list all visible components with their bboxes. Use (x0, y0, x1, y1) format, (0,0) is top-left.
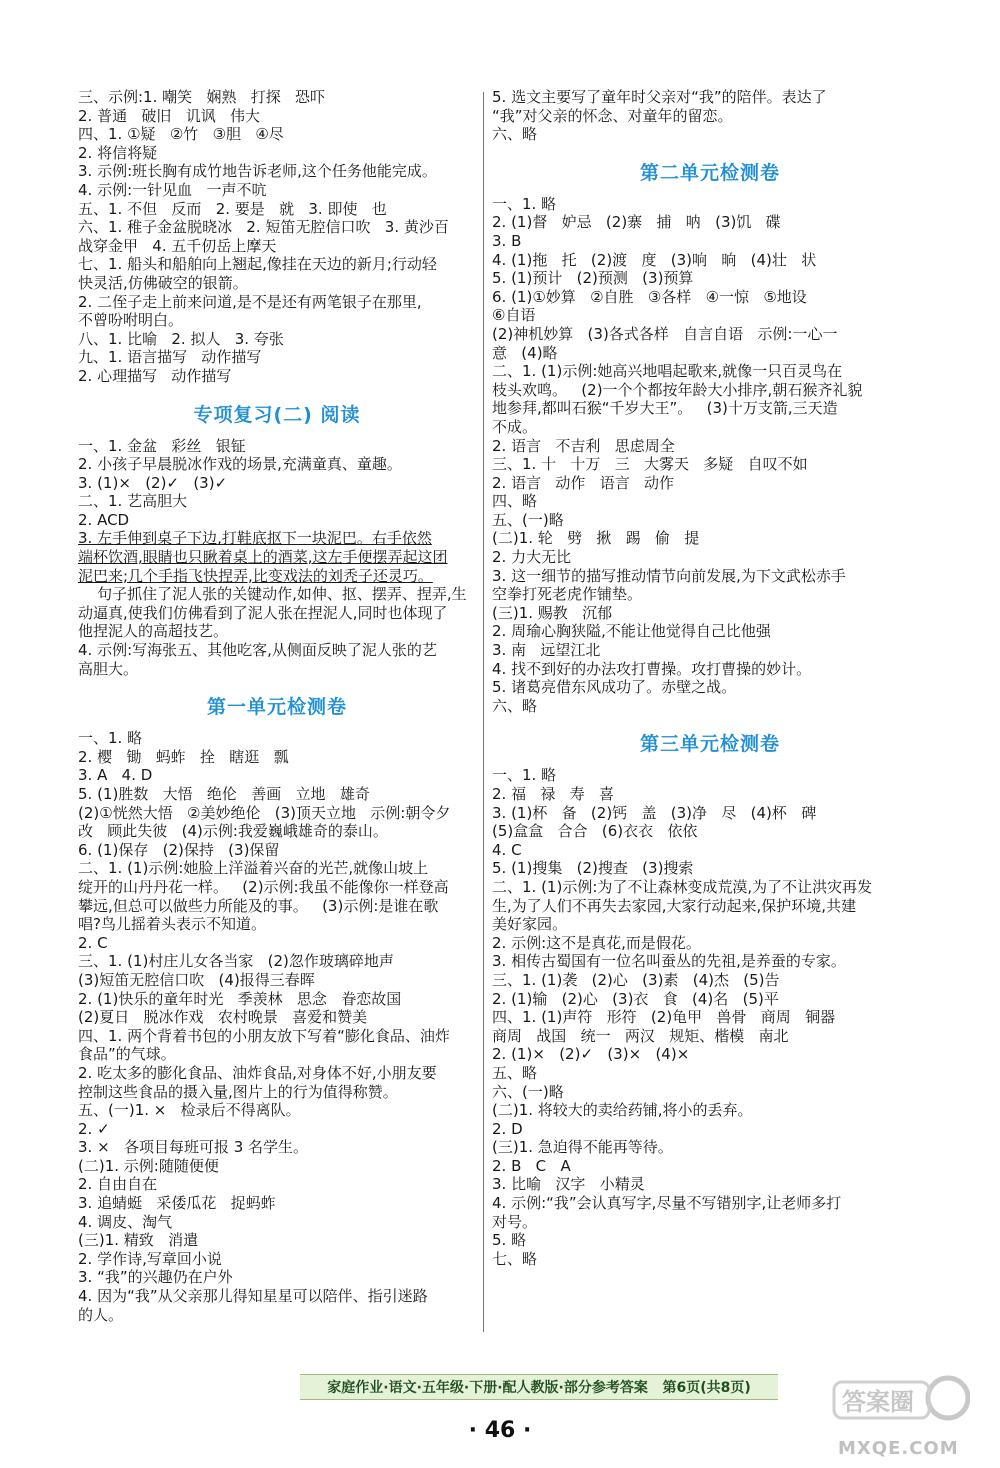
answer-line: 2. B C A (492, 1156, 571, 1175)
answer-line: 2. (1)× (2)✓ (3)× (4)× (492, 1045, 690, 1064)
answer-line: (2)神机妙算 (3)各式各样 自言自语 示例:一心一 (492, 324, 838, 343)
answer-line: 二、1. 艺高胆大 (78, 492, 188, 511)
answer-line: 端杯饮酒,眼睛也只瞅着桌上的酒菜,这左手便摆弄起这团 (78, 548, 448, 567)
answer-line: (三)1. 赐教 沉郁 (492, 603, 613, 622)
answer-line: 二、1. (1)示例:为了不让森林变成荒漠,为了不让洪灾再发 (492, 877, 873, 896)
answer-line: 5. (1)预计 (2)预测 (3)预算 (492, 269, 694, 288)
answer-line: 2. 语言 不吉利 思虑周全 (492, 436, 675, 455)
answer-line: 2. 将信将疑 (78, 143, 158, 162)
answer-line: 3. (1)× (2)✓ (3)✓ (78, 473, 228, 492)
answer-line: 三、1. (1)袭 (2)心 (3)素 (4)杰 (5)告 (492, 970, 780, 989)
answer-line: 九、1. 语言描写 动作描写 (78, 348, 262, 367)
answer-line: 不成。 (492, 417, 538, 436)
answer-line: 改 顾此失彼 (4)示例:我爱巍峨雄奇的泰山。 (78, 822, 388, 841)
section-heading: 第三单元检测卷 (639, 733, 780, 756)
answer-line: 动逼真,使我们仿佛看到了泥人张在捏泥人,同时也体现了 (78, 603, 448, 622)
watermark-url: MXQE.COM (838, 1438, 959, 1459)
section-heading: 第二单元检测卷 (639, 161, 780, 184)
answer-line: 控制这些食品的摄入量,图片上的行为值得称赞。 (78, 1082, 398, 1101)
answer-line: 2. 普通 破旧 讥讽 伟大 (78, 106, 260, 125)
answer-line: 2. C (78, 933, 108, 952)
watermark-logo-text: 答案圈 (842, 1388, 914, 1416)
answer-line: 5. 诸葛亮借东风成功了。赤壁之战。 (492, 678, 737, 697)
answer-line: 3. 追蜻蜓 采倭瓜花 捉蚂蚱 (78, 1194, 276, 1213)
answer-line: 一、1. 金盆 彩丝 银钲 (78, 436, 246, 455)
answer-line: 4. 示例:写海张五、其他吃客,从侧面反映了泥人张的艺 (78, 641, 437, 660)
answer-line: 3. 相传古蜀国有一位名叫蚕丛的先祖,是养蚕的专家。 (492, 952, 846, 971)
answer-line: 2. 小孩子早晨脱冰作戏的场景,充满童真、童趣。 (78, 455, 402, 474)
answer-line: 三、示例:1. 嘲笑 娴熟 打探 恐吓 (78, 88, 326, 106)
answer-line: “我”对父亲的怀念、对童年的留恋。 (492, 106, 733, 125)
answer-line: 5. (1)搜集 (2)搜查 (3)搜索 (492, 859, 694, 878)
answer-line: 四、1. (1)声符 形符 (2)龟甲 兽骨 商周 铜器 (492, 1008, 836, 1027)
answer-line: 6. (1)①妙算 ②自胜 ③各样 ④一惊 ⑤地设 (492, 287, 807, 306)
answer-line: 三、1. (1)村庄儿女各当家 (2)忽作玻璃碎地声 (78, 952, 394, 971)
answer-line: 4. (1)拖 托 (2)渡 度 (3)响 晌 (4)壮 状 (492, 250, 817, 269)
answer-line: 对号。 (492, 1212, 538, 1231)
answer-line: (三)1. 急迫得不能再等待。 (492, 1138, 673, 1157)
answer-line: 泥巴来;几个手指飞快捏弄,比变戏法的刘秃子还灵巧。 (78, 566, 433, 585)
answer-line: 唱?鸟儿摇着头表示不知道。 (78, 915, 266, 934)
answer-line: 二、1. (1)示例:她脸上洋溢着兴奋的光芒,就像山坡上 (78, 859, 429, 878)
column-divider (483, 92, 484, 1332)
answer-line: 攀远,但总可以做些力所能及的事。 (3)示例:是谁在歌 (78, 896, 439, 915)
answer-line: 四、1. ①疑 ②竹 ③胆 ④尽 (78, 125, 284, 144)
answer-line: 地参拜,都叫石猴“千岁大王”。 (3)十万支箭,三天造 (492, 399, 838, 418)
answer-line: 3. 比喻 汉字 小精灵 (492, 1175, 645, 1194)
answer-line: 他捏泥人的高超技艺。 (78, 622, 229, 641)
answer-line: 五、(一)略 (492, 510, 564, 529)
answer-line: 高胆大。 (78, 659, 139, 678)
answer-line: 4. C (492, 840, 522, 859)
answer-line: 五、1. 不但 反而 2. 要是 就 3. 即使 也 (78, 199, 387, 218)
answer-line: 商周 战国 统一 两汉 规矩、楷模 南北 (492, 1026, 789, 1045)
section-heading: 第一单元检测卷 (206, 696, 347, 719)
answer-line: 4. 因为“我”从父亲那儿得知星星可以陪伴、指引迷路 (78, 1287, 428, 1306)
answer-line: 2. ACD (78, 510, 130, 529)
answer-line: 5. 选文主要写了童年时父亲对“我”的陪伴。表达了 (492, 88, 827, 106)
answer-line: 六、(一)略 (492, 1082, 564, 1101)
answer-line: 三、1. 十 十万 三 大雾天 多疑 自叹不如 (492, 455, 808, 474)
answer-line: (二)1. 示例:随随便便 (78, 1156, 219, 1175)
footer-text: 家庭作业·语文·五年级·下册·配人教版·部分参考答案 第6页(共8页) (327, 1380, 751, 1396)
answer-line: 2. D (492, 1119, 523, 1138)
answer-line: 2. 吃太多的膨化食品、油炸食品,对身体不好,小朋友要 (78, 1063, 437, 1082)
answer-line: (2)①恍然大悟 ②美妙绝伦 (3)顶天立地 示例:朝令夕 (78, 803, 451, 822)
section-heading: 专项复习(二) 阅读 (193, 403, 361, 426)
answer-line: 2. 周瑜心胸狭隘,不能让他觉得自己比他强 (492, 622, 771, 641)
answer-line: 六、1. 稚子金盆脱晓冰 2. 短笛无腔信口吹 3. 黄沙百 (78, 218, 449, 237)
answer-line: 一、1. 略 (78, 729, 143, 748)
answer-line: 3. A 4. D (78, 766, 153, 785)
answer-line: 不曾吩咐明白。 (78, 311, 184, 330)
answer-line: 6. (1)保存 (2)保持 (3)保留 (78, 840, 280, 859)
answer-line: 5. (1)胜数 大悟 绝伦 善画 立地 雄奇 (78, 785, 370, 803)
answer-line: 2. 二侄子走上前来问道,是不是还有两笔银子在那里, (78, 292, 422, 311)
answer-line: 食品”的气球。 (78, 1045, 176, 1064)
answer-line: 战穿金甲 4. 五千仞岳上摩天 (78, 236, 277, 255)
page-number: · 46 · (468, 1418, 532, 1443)
answer-line: 3. 示例:班长胸有成竹地告诉老师,这个任务他能完成。 (78, 162, 437, 181)
answer-line: 2. 福 禄 寿 喜 (492, 785, 614, 803)
answer-line: 六、略 (492, 125, 538, 144)
answer-line: 八、1. 比喻 2. 拟人 3. 夸张 (78, 329, 284, 348)
answer-line: (5)盒盒 合合 (6)衣衣 依依 (492, 822, 698, 841)
answer-line: 2. 力大无比 (492, 548, 572, 567)
answer-line: 一、1. 略 (492, 766, 557, 785)
answer-line: 的人。 (78, 1305, 124, 1324)
footer-bar (300, 1374, 778, 1400)
answer-line: 2. 学作诗,写章回小说 (78, 1249, 222, 1268)
answer-line: 3. 左手伸到桌子下边,打鞋底抠下一块泥巴。右手依然 (78, 529, 432, 548)
answer-line: (二)1. 将较大的卖给药铺,将小的丢弃。 (492, 1101, 753, 1120)
answer-line: 2. (1)快乐的童年时光 季羡林 思念 眷恋故国 (78, 989, 402, 1008)
right-column (492, 88, 928, 1268)
answer-line: 五、(一)1. × 检录后不得离队。 (78, 1101, 301, 1120)
answer-line: (三)1. 精致 消遣 (78, 1231, 199, 1250)
answer-line: 2. 语言 动作 语言 动作 (492, 473, 674, 492)
answer-line: 空拳打死老虎作铺垫。 (492, 585, 643, 604)
answer-line: 3. “我”的兴趣仍在户外 (78, 1268, 233, 1287)
left-column (78, 88, 476, 1324)
answer-line: 快灵活,仿佛破空的银箭。 (78, 273, 248, 292)
answer-line: 3. 南 远望江北 (492, 641, 601, 660)
answer-line: 四、1. 两个背着书包的小朋友放下写着“膨化食品、油炸 (78, 1026, 450, 1045)
answer-line: 3. 这一细节的描写推动情节向前发展,为下文武松赤手 (492, 566, 846, 585)
answer-line: 2. 樱 锄 蚂蚱 拴 瞎逛 瓢 (78, 747, 289, 766)
answer-line: 2. 心理描写 动作描写 (78, 366, 232, 385)
answer-line: 3. (1)杯 备 (2)钙 盖 (3)净 尽 (4)杯 碑 (492, 803, 817, 822)
answer-line: 意 (4)略 (492, 343, 558, 362)
answer-line: 4. 示例:一针见血 一声不吭 (78, 180, 267, 199)
answer-line: 2. 自由自在 (78, 1175, 158, 1194)
answer-line: 五、略 (492, 1063, 538, 1082)
answer-line: 二、1. (1)示例:她高兴地唱起歌来,就像一只百灵鸟在 (492, 362, 843, 381)
answer-line: 4. 找不到好的办法攻打曹操。攻打曹操的妙计。 (492, 659, 812, 678)
answer-line: 2. (1)输 (2)心 (3)衣 食 (4)名 (5)平 (492, 989, 779, 1008)
answer-line: 枝头欢鸣。 (2)一个个都按年龄大小排序,朝石猴齐礼貌 (492, 380, 863, 399)
answer-line: 一、1. 略 (492, 194, 557, 213)
answer-line: 生,为了人们不再失去家园,大家行动起来,保护环境,共建 (492, 896, 857, 915)
answer-line: 六、略 (492, 696, 538, 715)
answer-line: (2)夏日 脱冰作戏 农村晚景 喜爱和赞美 (78, 1008, 368, 1027)
answer-line: (二)1. 轮 劈 揪 踢 偷 提 (492, 529, 700, 548)
answer-line: 绽开的山丹丹花一样。 (2)示例:我虽不能像你一样登高 (78, 877, 449, 896)
answer-line: 四、略 (492, 492, 538, 511)
answer-line: 美好家园。 (492, 915, 568, 934)
answer-line: 2. 示例:这不是真花,而是假花。 (492, 933, 701, 952)
answer-line: 4. 调皮、淘气 (78, 1212, 173, 1231)
answer-line: 2. ✓ (78, 1119, 110, 1138)
answer-line: 七、略 (492, 1249, 538, 1268)
answer-line: ⑥自语 (492, 306, 536, 325)
answer-line: 七、1. 船头和船舶向上翘起,像挂在天边的新月;行动轻 (78, 255, 437, 274)
answer-line: (3)短笛无腔信口吹 (4)报得三春晖 (78, 970, 315, 989)
answer-line: 2. (1)督 妒忌 (2)寨 捕 呐 (3)饥 碟 (492, 213, 781, 232)
answer-line: 3. × 各项目每班可报 3 名学生。 (78, 1138, 309, 1157)
answer-line: 4. 示例:“我”会认真写字,尽量不写错别字,让老师多打 (492, 1194, 842, 1213)
answer-line: 3. B (492, 231, 522, 250)
answer-line: 5. 略 (492, 1231, 527, 1250)
answer-line: 句子抓住了泥人张的关键动作,如伸、抠、摆弄、捏弄,生 (78, 585, 467, 604)
